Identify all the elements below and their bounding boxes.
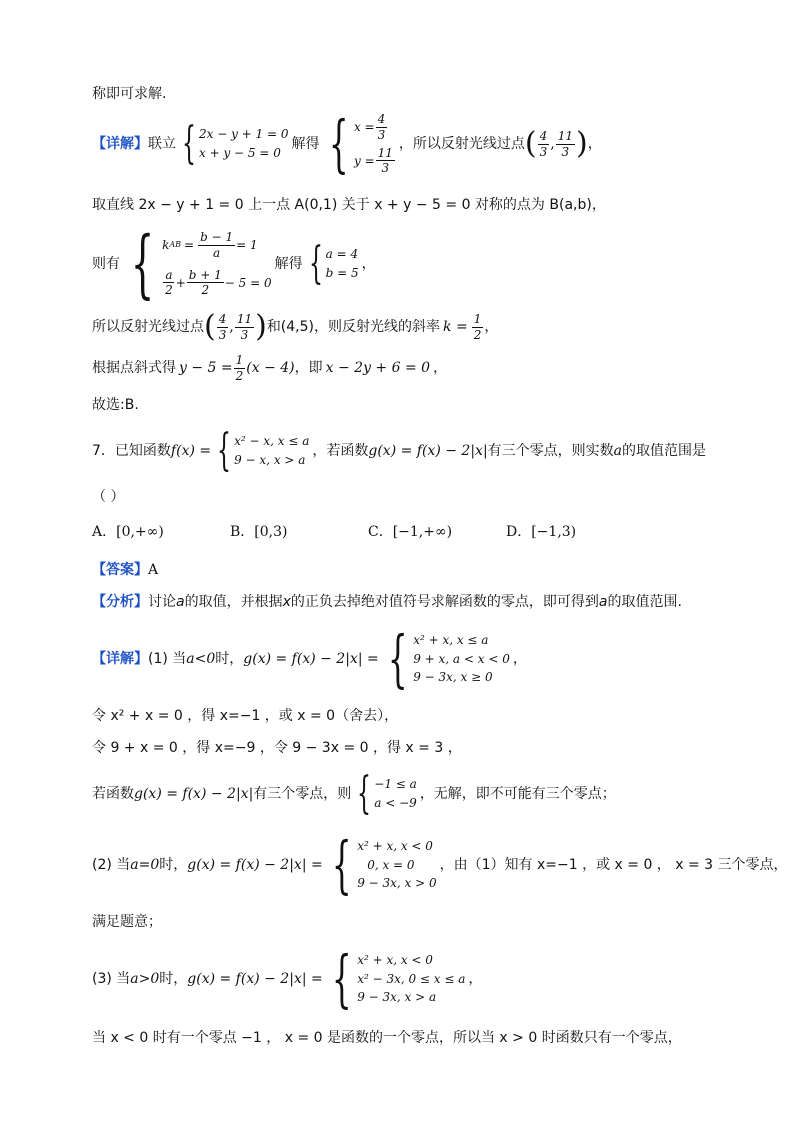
equation-system-2: { k AB = $\frac{b - 1}{a}$ = 1 $\frac{a}{2}$ + $\frac{b + 1}{2}$ − 5 = 0 (130, 221, 272, 307)
text-line-13: 令 x² + x = 0 ，得 x=−1 ，或 x = 0（舍去）， (92, 708, 399, 724)
l6-pre: 根据点斜式得 (92, 359, 176, 376)
punct: ， (512, 650, 527, 667)
q7-piecewise: { x² − x, x ≤ a 9 − x, x > a (217, 425, 310, 476)
text-line-5: 所以反射光线过点 ( $\frac{4}{3}$ , $\frac{11}{3}$ ) 和(4,5)，则反射光线的斜率 k = $\frac{1}{2}$ ， (92, 309, 499, 344)
analysis-text: 讨论 (148, 594, 176, 610)
plus-sign: + (175, 275, 186, 290)
case1-piecewise: { x² + x, x ≤ a 9 + x, a < x < 0 9 − 3x, x ≥ 0 (387, 622, 510, 695)
case-1 (92, 622, 527, 695)
l5-mid: 和(4,5)，则反射光线的斜率 (266, 318, 441, 335)
case2-piecewise: { x² + x, x < 0 0, x = 0 9 − 3x, x > 0 (331, 828, 437, 901)
text-line-14: 令 9 + x = 0 ，得 x=−9 ，令 9 − 3x = 0 ，得 x = 3 ， (92, 740, 462, 756)
piece-row: 9 − 3x, x > a (357, 990, 437, 1005)
l15-mid: 有三个零点，则 (253, 785, 352, 802)
system-row: −1 ≤ a (374, 777, 417, 792)
frac-num: b − 1 (200, 230, 234, 245)
text-line-15 (92, 768, 616, 819)
q7-mid: ，若函数 (312, 442, 369, 459)
l6-eq-c: x − 2y + 6 = 0 (325, 359, 431, 376)
zeyou-text: 则有 (92, 255, 120, 272)
text-line-3: 取直线 2x − y + 1 = 0 上一点 A(0,1) 关于 x + y − 5 = 0 对称的点为 B(a,b)， (92, 197, 606, 213)
case-2 (92, 828, 788, 901)
piece-row: 9 − 3x, x ≥ 0 (413, 670, 493, 685)
case-gx: g(x) = f(x) − 2|x| = (187, 970, 323, 987)
answer-blank: （ ） (92, 489, 125, 505)
case-shi: 时， (215, 650, 244, 667)
option-a[interactable]: A．[0,+∞) (92, 524, 164, 540)
solution-system-2: { a = 4 b = 5 (308, 238, 359, 289)
detail-tag: 【详解】 (92, 135, 148, 152)
x-lhs: x = (353, 119, 375, 134)
frac-den: 3 (539, 144, 548, 159)
piece-row: 9 + x, a < x < 0 (413, 651, 510, 666)
case-gx: g(x) = f(x) − 2|x| = (243, 650, 379, 667)
piece-row: 9 − 3x, x > 0 (357, 876, 437, 891)
k-eq: k = (443, 318, 468, 335)
analysis-tag: 【分析】 (92, 594, 148, 610)
answer-tag: 【答案】 (92, 562, 148, 578)
punct: ， (433, 359, 448, 376)
detail1-tail: ，所以反射光线过点 (398, 135, 525, 152)
detail-line-1: 【详解】 联立 { 2x − y + 1 = 0 x + y − 5 = 0 解得 { x = $\frac{4}{3}$ y = $\frac{11}{3}$ ，所以反射光线过点 ( $\frac{4}{3}$ , $\frac{11}{3}$ ) ， (92, 107, 602, 180)
solution-system-1: { x = $\frac{4}{3}$ y = $\frac{11}{3}$ (328, 107, 393, 180)
system-row: a = 4 (325, 247, 359, 262)
case-3 (92, 942, 483, 1015)
q7-a: a (613, 442, 623, 459)
frac-den: 3 (561, 144, 570, 159)
case-pre: (1) 当 (148, 650, 187, 667)
system-row: a < −9 (374, 796, 417, 810)
l15-pre: 若函数 (92, 785, 134, 802)
punct: ， (587, 135, 602, 152)
frac-num: 1 (473, 312, 482, 327)
frac-den: 3 (377, 127, 386, 142)
frac-num: 4 (377, 112, 386, 127)
var-a: a (598, 594, 608, 610)
lianli-text: 联立 (148, 135, 176, 152)
eq2-tail: − 5 = 0 (224, 275, 272, 290)
system-row: x + y − 5 = 0 (199, 146, 281, 160)
kab-sub: AB (169, 240, 182, 250)
case-shi: 时， (159, 856, 188, 873)
option-b[interactable]: B．[0,3) (230, 524, 288, 540)
l15-gx: g(x) = f(x) − 2|x| (134, 785, 254, 802)
piece-row: 0, x = 0 (367, 857, 415, 872)
frac-den: 2 (201, 283, 210, 298)
q7-tail: 有三个零点，则实数 (487, 442, 614, 459)
case-cond: a>0 (130, 970, 160, 987)
frac-num: 11 (236, 312, 253, 327)
question-7 (92, 425, 707, 476)
frac-den: 3 (240, 327, 249, 342)
case-cond: a=0 (130, 856, 160, 873)
eq1-tail: = 1 (236, 237, 258, 252)
option-d[interactable]: D．[−1,3) (506, 524, 577, 540)
system-row: b = 5 (325, 266, 359, 280)
var-a: a (176, 594, 185, 610)
case3-piecewise: { x² + x, x < 0 x² − 3x, 0 ≤ x ≤ a 9 − 3x, x > a (331, 942, 466, 1015)
piece-row: 9 − x, x > a (234, 453, 306, 467)
q7-gx: g(x) = f(x) − 2|x| (368, 442, 488, 459)
l6-eq-a: y − 5 = (179, 359, 233, 376)
case2-end: ，由（1）知有 x=−1 ，或 x = 0 ， x = 3 三个零点， (439, 856, 788, 873)
analysis-line (92, 594, 682, 611)
frac-den: 2 (235, 368, 244, 383)
l15-system: { −1 ≤ a a < −9 (357, 768, 417, 819)
frac-num: b + 1 (188, 268, 222, 282)
frac-num: 11 (557, 129, 573, 144)
q7-num: 7．已知函数 (92, 442, 171, 459)
text-line-1: 称即可求解. (92, 86, 167, 102)
case-cond: a<0 (186, 650, 216, 667)
q7-end: 的取值范围是 (622, 442, 707, 459)
frac-den: 2 (165, 283, 173, 298)
frac-num: 1 (235, 353, 244, 368)
jiede-text: 解得 (291, 135, 320, 152)
text-line-17: 满足题意； (92, 914, 162, 930)
eq-sign: = (184, 237, 195, 252)
option-c[interactable]: C．[−1,+∞) (368, 524, 453, 540)
detail-tag: 【详解】 (92, 650, 148, 667)
punct: ， (468, 970, 483, 987)
piece-row: x² + x, x < 0 (357, 839, 433, 854)
piece-row: x² − x, x ≤ a (234, 434, 310, 449)
punct: ， (361, 255, 376, 272)
answer-line (92, 562, 158, 579)
l6-eq-b: (x − 4) (246, 359, 295, 376)
piece-row: x² + x, x ≤ a (413, 633, 489, 648)
frac-den: a (213, 245, 221, 260)
system-row: 2x − y + 1 = 0 (199, 127, 289, 142)
case-gx: g(x) = f(x) − 2|x| = (187, 856, 323, 873)
text-line-4 (92, 221, 376, 307)
piece-row: x² − 3x, 0 ≤ x ≤ a (357, 971, 466, 986)
analysis-text: 的正负去掉绝对值符号求解函数的零点，即可得到 (290, 594, 599, 610)
piece-row: x² + x, x < 0 (357, 953, 433, 968)
case-pre: (3) 当 (92, 970, 131, 987)
punct: ， (484, 318, 499, 335)
analysis-text: 的取值范围. (607, 594, 682, 610)
case-shi: 时， (159, 970, 188, 987)
text-line-19: 当 x < 0 时有一个零点 −1 ， x = 0 是函数的一个零点，所以当 x > 0 时函数只有一个零点， (92, 1030, 682, 1046)
l6-mid: ，即 (294, 359, 323, 376)
frac-num: 4 (218, 312, 227, 327)
analysis-text: 的取值，并根据 (184, 594, 283, 610)
frac-num: 4 (539, 129, 548, 144)
options-row (92, 524, 644, 541)
l5-pre: 所以反射光线过点 (92, 318, 204, 335)
text-line-7: 故选:B. (92, 397, 139, 413)
frac-num: 11 (377, 146, 393, 160)
frac-den: 3 (381, 161, 390, 176)
frac-den: 2 (473, 327, 482, 342)
var-x: x (282, 594, 291, 610)
case-pre: (2) 当 (92, 856, 131, 873)
jiede-text: 解得 (274, 255, 303, 272)
y-lhs: y = (353, 153, 375, 168)
q7-fx: f(x) = (170, 442, 212, 459)
text-line-6 (92, 350, 447, 386)
kab: k (162, 237, 170, 252)
l15-end: ，无解，即不可能有三个零点； (419, 785, 616, 802)
answer-value: A (148, 562, 159, 578)
frac-den: 3 (218, 327, 227, 342)
frac-num: a (165, 268, 173, 282)
equation-system-1: { 2x − y + 1 = 0 x + y − 5 = 0 (182, 118, 289, 169)
